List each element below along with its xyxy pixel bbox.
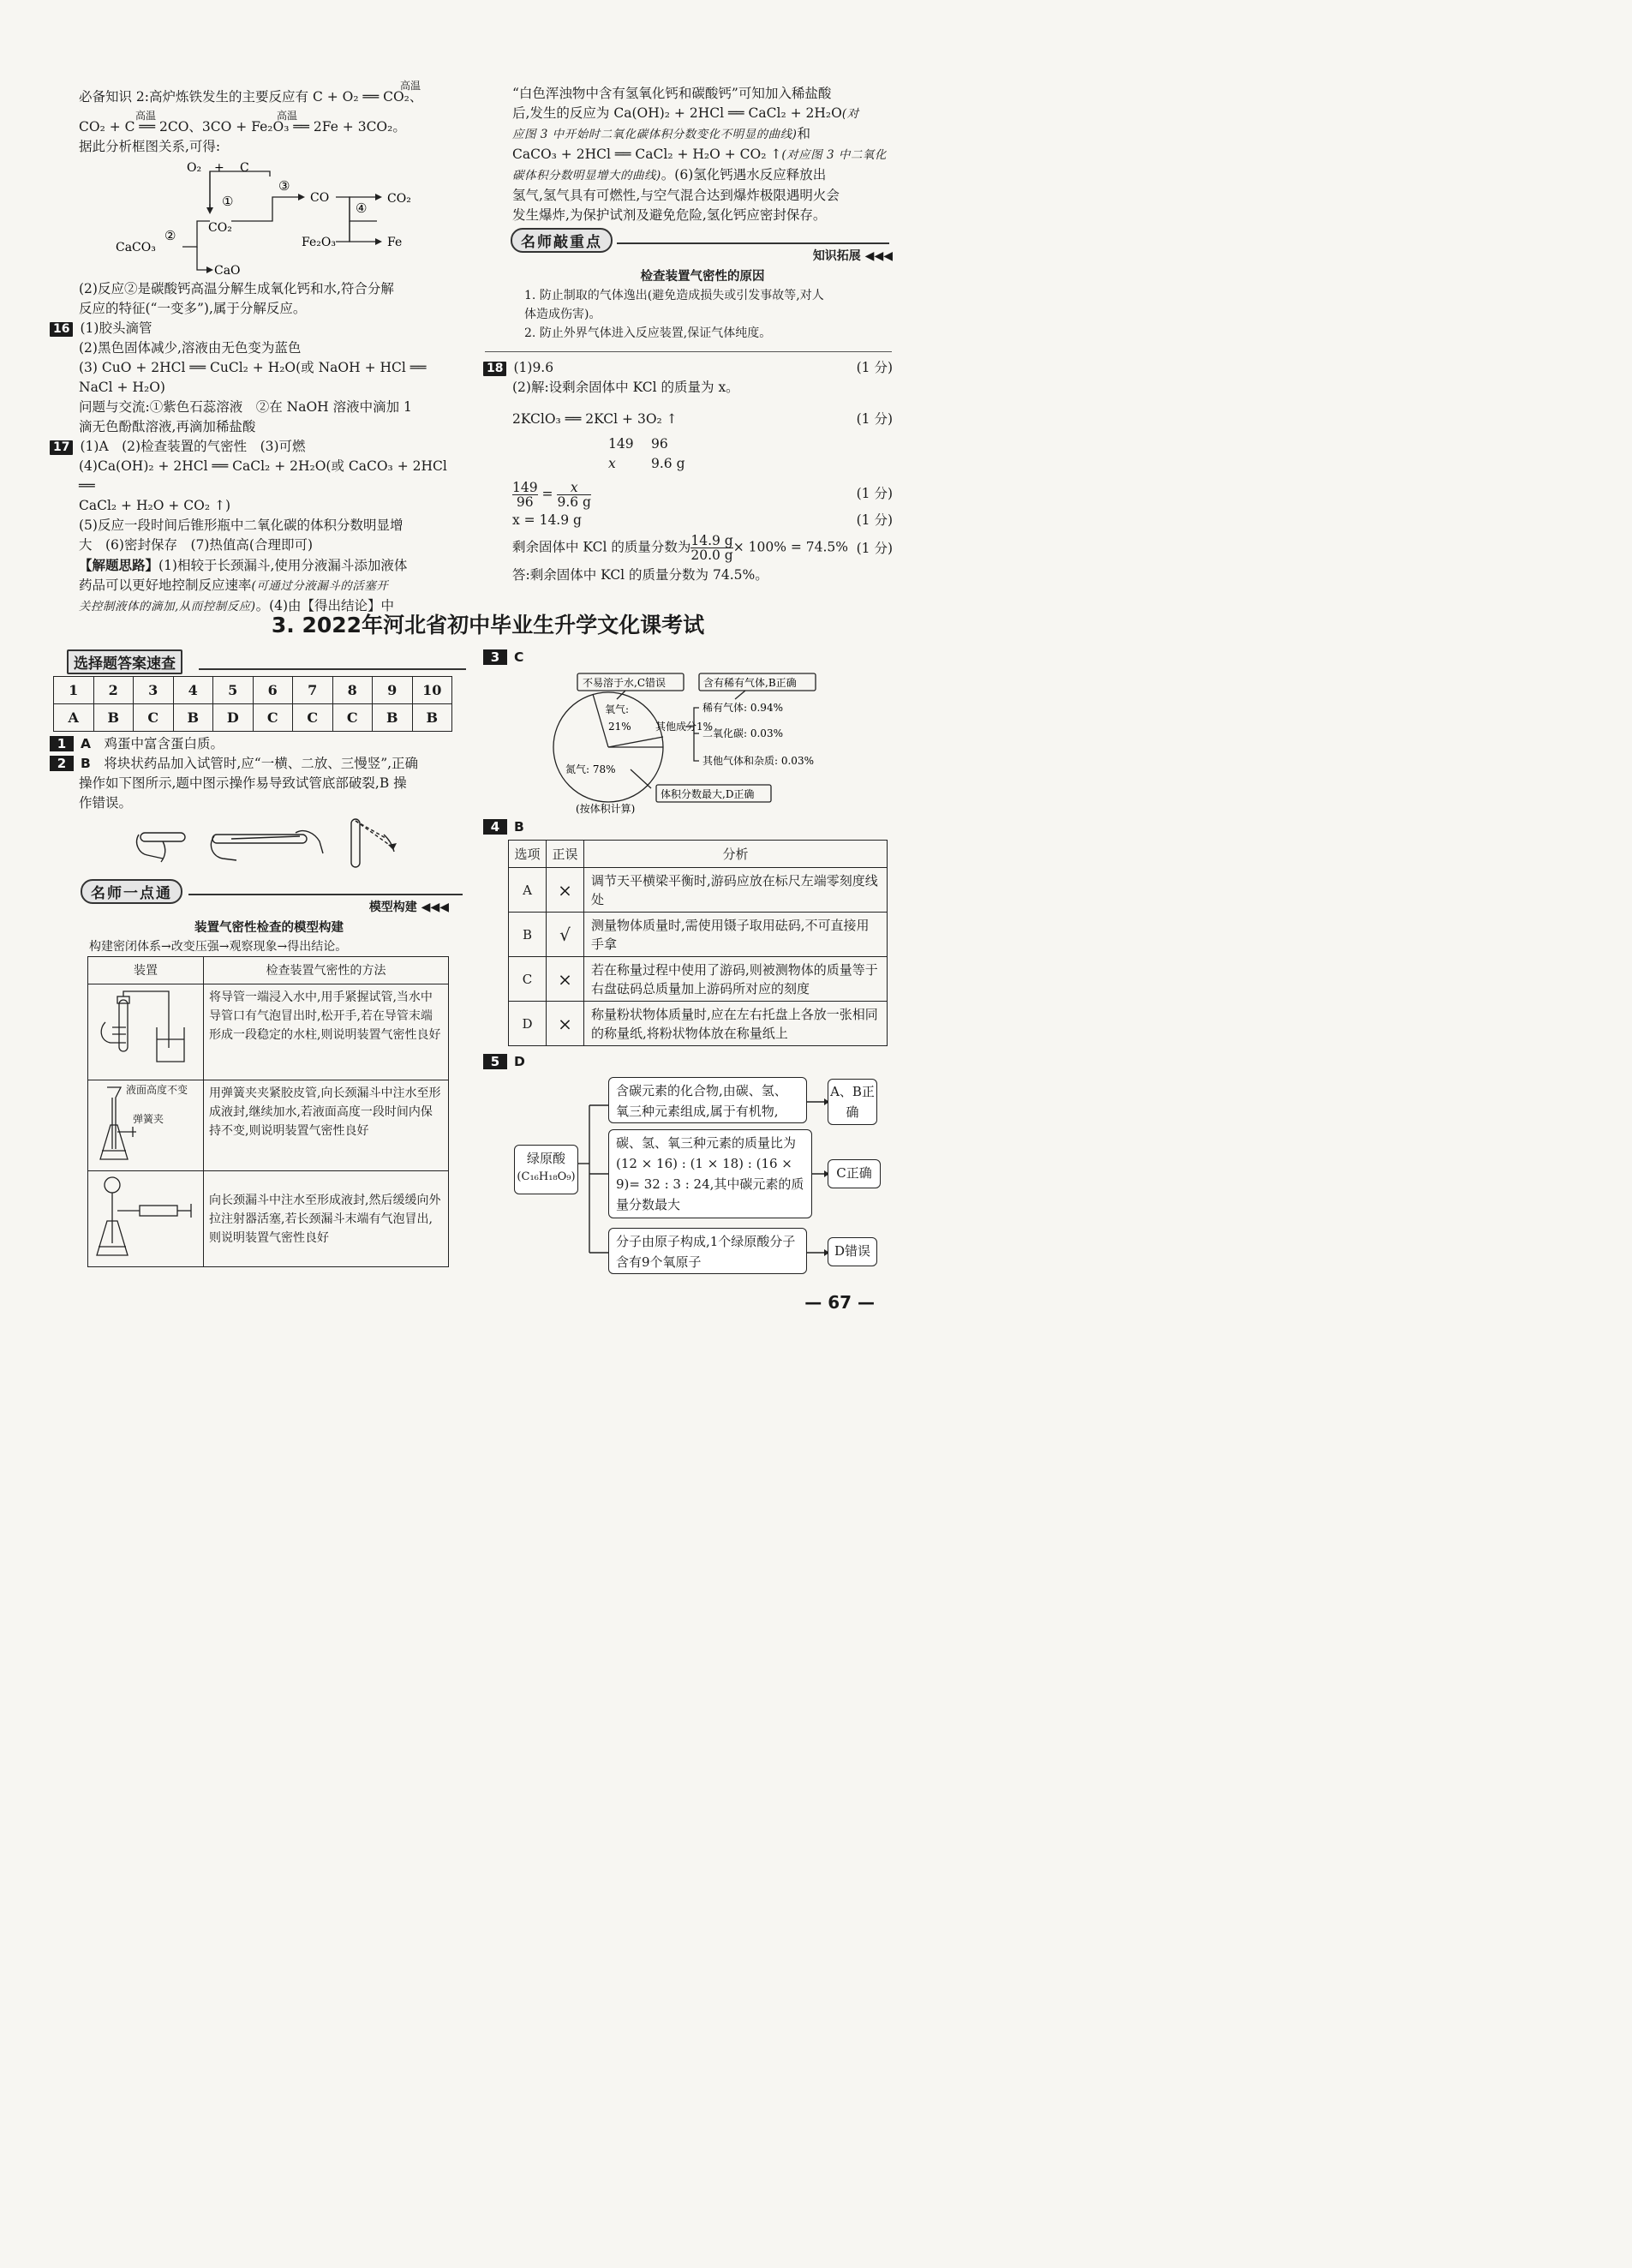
rt-l2: 后,发生的反应为 Ca(OH)₂ + 2HCl ══ CaCl₂ + 2H₂O <box>512 105 842 121</box>
q18-final: 答:剩余固体中 KCl 的质量分数为 74.5%。 <box>512 567 768 583</box>
answer-number-cell: 2 <box>93 677 134 704</box>
answer-number-cell: 1 <box>54 677 94 704</box>
q18-score-5: (1 分) <box>856 541 893 556</box>
q4-answer: B <box>514 819 524 835</box>
t4-row <box>509 1002 888 1046</box>
q3-pie-other: 其他成分1% <box>655 721 714 733</box>
q5-conclusion-2: C正确 <box>828 1159 881 1188</box>
q5-conclusion-1: A、B正确 <box>828 1079 877 1125</box>
answer-letter-cell: B <box>412 704 452 732</box>
q5-conclusion-3: D错误 <box>828 1237 877 1266</box>
answer-number-cell: 4 <box>173 677 213 704</box>
answer-letter-cell: A <box>54 704 94 732</box>
reaction-flow-diagram <box>111 154 454 281</box>
answer-number-cell: 5 <box>213 677 254 704</box>
knowledge-line-3: 据此分析框图关系,可得: <box>79 139 221 154</box>
air-composition-pie-chart <box>548 668 857 816</box>
t4-option: B <box>509 913 547 957</box>
answer-letter-row <box>54 704 452 732</box>
answer-quick-table <box>53 676 452 732</box>
q18-frac-den1: 96 <box>516 494 534 510</box>
q5-root-box <box>514 1145 578 1194</box>
reaction2-line-1: (2)反应②是碳酸钙高温分解生成氧化钙和水,符合分解 <box>79 281 394 296</box>
q18-a2: (2)解:设剩余固体中 KCl 的质量为 x。 <box>512 380 739 395</box>
q5-head <box>483 1052 525 1072</box>
rt-l6: 氢气,氢气具有可燃性,与空气混合达到爆炸极限遇明火会 <box>512 188 840 203</box>
t4-head-correct: 正误 <box>547 841 584 868</box>
t5-label-clamp: 弹簧夹 <box>133 1113 164 1125</box>
quick-tag: 选择题答案速查 <box>67 649 182 674</box>
q18-score-1: (1 分) <box>856 360 893 375</box>
dg-caco3: CaCO₃ <box>116 241 156 254</box>
t5-device-3 <box>88 1171 204 1267</box>
q16-a5: 问题与交流:①紫色石蕊溶液 ②在 NaOH 溶液中滴加 1 <box>79 399 412 415</box>
t5-head-method: 检查装置气密性的方法 <box>204 957 449 984</box>
q16-a3: (3) CuO + 2HCl ══ CuCl₂ + H₂O(或 NaOH + HCl ══ <box>79 360 427 375</box>
cond-high-temp-1: 高温 <box>400 80 421 92</box>
q16-number: 16 <box>50 322 73 337</box>
t5-device-1 <box>88 984 204 1080</box>
cond-high-temp-2: 高温 <box>135 110 157 122</box>
tip1-item2: 2. 防止外界气体进入反应装置,保证气体纯度。 <box>524 326 772 340</box>
t4-analysis: 测量物体质量时,需使用镊子取用砝码,不可直接用手拿 <box>584 913 888 957</box>
q2-text3: 作错误。 <box>79 795 133 811</box>
t4-mark: × <box>547 957 584 1002</box>
q3-other-gas: 其他气体和杂质: 0.03% <box>702 755 814 767</box>
q16-a6: 滴无色酚酞溶液,再滴加稀盐酸 <box>79 419 256 434</box>
rt-l7: 发生爆炸,为保护试剂及避免危险,氢化钙应密封保存。 <box>512 207 827 223</box>
q18-score-4: (1 分) <box>856 512 893 528</box>
q5-answer: D <box>514 1054 525 1069</box>
t4-mark: × <box>547 1002 584 1046</box>
rt-l2-italic: (对 <box>841 107 859 121</box>
q16-a4: NaCl + H₂O) <box>79 380 165 395</box>
q3-pie-n2: 氮气: 78% <box>565 763 616 775</box>
q2-text1: 将块状药品加入试管时,应“一横、二放、三慢竖”,正确 <box>104 756 419 771</box>
answer-letter-cell: C <box>134 704 174 732</box>
q18-pct-den: 20.0 g <box>690 548 733 563</box>
tip2-rule <box>188 894 463 895</box>
dg-o2: O₂ <box>187 161 202 175</box>
q3-box-solubility: 不易溶于水,C错误 <box>583 677 666 689</box>
tip1-rule <box>617 242 889 244</box>
q18-ratio-149: 149 <box>608 436 634 452</box>
dg-co: CO <box>310 191 330 205</box>
q5-number: 5 <box>483 1054 507 1069</box>
t4-option: A <box>509 868 547 913</box>
answer-letter-cell: C <box>293 704 333 732</box>
q1-answer: A <box>81 736 91 751</box>
q1-q2-block <box>57 734 466 813</box>
dg-co2-right: CO₂ <box>387 192 411 206</box>
q18-ratio-mass: 9.6 g <box>651 456 685 471</box>
q17-a4: (5)反应一段时间后锥形瓶中二氧化碳的体积分数明显增 <box>79 518 404 533</box>
q18-a1: (1)9.6 <box>513 360 554 375</box>
answer-number-cell: 8 <box>332 677 373 704</box>
q16-a2: (2)黑色固体减少,溶液由无色变为蓝色 <box>79 340 302 356</box>
q3-pie-o2-label: 氧气: <box>605 703 630 715</box>
q18-pct-num: 14.9 g <box>690 533 733 548</box>
exam-title: 3. 2022年河北省初中毕业生升学文化课考试 <box>271 613 705 637</box>
knowledge-line-1: 必备知识 2:高炉炼铁发生的主要反应有 C + O₂ ══ CO₂、 <box>79 89 423 105</box>
t4-analysis: 称量粉状物体质量时,应在左右托盘上各放一张相同的称量纸,将粉状物体放在称量纸上 <box>584 1002 888 1046</box>
rt-l5: 。(6)氢化钙遇水反应释放出 <box>661 167 827 183</box>
q17-a6: (1)相较于长颈漏斗,使用分液漏斗添加液体 <box>158 558 408 573</box>
quick-tag-wrap <box>67 649 182 674</box>
q5-root-name: 绿原酸 <box>526 1151 565 1166</box>
rt-l4-italic: (对应图 3 中二氧化 <box>781 148 887 162</box>
q18-pct-post: × 100% = 74.5% <box>732 539 849 555</box>
q4-number: 4 <box>483 819 507 835</box>
left-top-block <box>79 87 466 157</box>
q18-frac-num1: 149 <box>512 480 538 495</box>
dg-cao: CaO <box>214 264 241 278</box>
q17-a1: (1)A (2)检查装置的气密性 (3)可燃 <box>80 439 306 454</box>
q17-analysis-head: 【解题思路】 <box>79 557 159 573</box>
q3-head <box>483 648 523 667</box>
q2-number: 2 <box>50 756 74 771</box>
airtightness-method-table <box>87 956 449 1267</box>
test-tube-operation-illustration <box>129 814 411 874</box>
q16-a1: (1)胶头滴管 <box>80 320 152 336</box>
t4-analysis: 若在称量过程中使用了游码,则被测物体的质量等于右盘砝码总质量加上游码所对应的刻度 <box>584 957 888 1002</box>
answer-letter-cell: C <box>332 704 373 732</box>
t4-body <box>509 868 888 1046</box>
reaction2-line-2: 反应的特征(“一变多”),属于分解反应。 <box>79 301 307 316</box>
q5-branch-1: 含碳元素的化合物,由碳、氢、氧三种元素组成,属于有机物, <box>608 1077 807 1123</box>
tip1-sub: 知识拓展 ◀◀◀ <box>812 249 893 263</box>
answer-number-cell: 3 <box>134 677 174 704</box>
dg-c: C <box>240 161 249 175</box>
q17-a7-italic: (可通过分液漏斗的活塞开 <box>251 579 389 593</box>
rt-l5-italic: 碳体积分数明显增大的曲线) <box>512 169 661 183</box>
dg-fe: Fe <box>387 236 403 249</box>
tip1-block <box>512 247 893 343</box>
tip2-heading: 装置气密性检查的模型构建 <box>194 920 344 935</box>
q18-score-3: (1 分) <box>856 486 893 501</box>
dg-step1: ① <box>222 194 234 209</box>
q18-x-result: x = 14.9 g <box>512 512 582 528</box>
answer-number-cell: 10 <box>412 677 452 704</box>
tip1-heading: 检查装置气密性的原因 <box>640 269 765 284</box>
q18-ratio-96: 96 <box>651 436 668 452</box>
t4-row <box>509 868 888 913</box>
tip1-tag: 名师敲重点 <box>511 228 613 253</box>
t5-device-2 <box>88 1080 204 1171</box>
answer-number-cell: 9 <box>373 677 413 704</box>
q3-answer: C <box>514 649 524 665</box>
answer-number-cell: 7 <box>293 677 333 704</box>
q3-co2: 二氧化碳: 0.03% <box>702 727 783 739</box>
dg-step2: ② <box>164 228 176 243</box>
dg-co2-mid: CO₂ <box>208 221 232 235</box>
answer-number-cell: 6 <box>253 677 293 704</box>
q18-equation: 2KClO₃ ══ 2KCl + 3O₂ ↑ <box>512 411 678 427</box>
rt-l4: CaCO₃ + 2HCl ══ CaCl₂ + H₂O + CO₂ ↑ <box>512 147 782 162</box>
dg-plus: + <box>214 161 224 175</box>
q3-rare-gas: 稀有气体: 0.94% <box>702 702 783 714</box>
dg-step4: ④ <box>356 200 368 216</box>
t4-mark: × <box>547 868 584 913</box>
right-top-block <box>512 84 893 225</box>
q17-a5: 大 (6)密封保存 (7)热值高(合理即可) <box>79 537 314 553</box>
t4-head-analysis: 分析 <box>584 841 888 868</box>
funnel-syringe-apparatus <box>88 1171 200 1260</box>
answer-letter-cell: B <box>173 704 213 732</box>
q5-branch-2: 碳、氢、氧三种元素的质量比为(12 × 16) : (1 × 18) : (16 × 9)= 32 : 3 : 24,其中碳元素的质量分数最大 <box>608 1129 812 1218</box>
q18-score-2: (1 分) <box>856 411 893 427</box>
t4-head-option: 选项 <box>509 841 547 868</box>
dg-fe2o3: Fe₂O₃ <box>302 236 336 249</box>
quick-rule <box>199 668 466 670</box>
t4-row <box>509 957 888 1002</box>
answer-letter-cell: D <box>213 704 254 732</box>
tip2-tag: 名师一点通 <box>81 879 182 904</box>
tip2-flow: 构建密闭体系→改变压强→观察现象→得出结论。 <box>89 940 348 954</box>
q17-a8-italic: 关控制液体的滴加,从而控制反应) <box>79 600 256 613</box>
tip1-bottom-rule <box>485 351 892 352</box>
q3-pie-o2-value: 21% <box>608 721 631 733</box>
t4-mark: √ <box>547 913 584 957</box>
q3-number: 3 <box>483 649 507 665</box>
q1-text: 鸡蛋中富含蛋白质。 <box>104 736 224 751</box>
q3-box-noble: 含有稀有气体,B正确 <box>703 677 797 689</box>
tip1-item1b: 体造成伤害)。 <box>524 308 601 321</box>
t5-label-level: 液面高度不变 <box>126 1084 188 1096</box>
q17-number: 17 <box>50 440 73 455</box>
q5-root-formula: (C₁₆H₁₈O₉) <box>517 1170 576 1183</box>
t5-method-1: 将导管一端浸入水中,用手紧握试管,当水中导管口有气泡冒出时,松开手,若在导管末端形成一段稳定的水柱,则说明装置气密性良好 <box>204 984 449 1080</box>
q18-frac-eq: = <box>541 486 553 502</box>
knowledge-line-2: CO₂ + C ══ 2CO、3CO + Fe₂O₃ ══ 2Fe + 3CO₂。 <box>79 119 406 135</box>
tip2-head <box>89 898 449 956</box>
balance-analysis-table <box>508 840 888 1046</box>
q17-a2: (4)Ca(OH)₂ + 2HCl ══ CaCl₂ + 2H₂O(或 CaCO₃ + 2HCl ══ <box>79 458 447 494</box>
rt-l3: 和 <box>797 126 810 141</box>
answer-number-row <box>54 677 452 704</box>
q18-pct-pre: 剩余固体中 KCl 的质量分数为 <box>512 539 691 555</box>
tip2-sub: 模型构建 ◀◀◀ <box>368 901 449 914</box>
q18-frac-den2: 9.6 g <box>557 494 591 510</box>
q18-number: 18 <box>483 362 506 376</box>
q18-ratio-x: x <box>608 456 616 471</box>
dg-step3: ③ <box>278 178 290 194</box>
answer-letter-cell: B <box>93 704 134 732</box>
page-number: — 67 — <box>804 1292 875 1313</box>
t5-head-device: 装置 <box>88 957 204 984</box>
t4-analysis: 调节天平横梁平衡时,游码应放在标尺左端零刻度线处 <box>584 868 888 913</box>
q17-a3: CaCl₂ + H₂O + CO₂ ↑) <box>79 498 230 513</box>
q4-head <box>483 817 524 837</box>
q3-caption: (按体积计算) <box>576 803 636 815</box>
t5-method-3: 向长颈漏斗中注水至形成液封,然后缓缓向外拉注射器活塞,若长颈漏斗末端有气泡冒出,则说明装置气密性良好 <box>204 1171 449 1267</box>
rt-l3-italic: 应图 3 中开始时二氧化碳体积分数变化不明显的曲线) <box>512 128 798 141</box>
cond-high-temp-3: 高温 <box>277 110 298 122</box>
q1-number: 1 <box>50 736 74 751</box>
t4-option: C <box>509 957 547 1002</box>
q18-frac-num2: x <box>557 481 591 495</box>
t5-method-2: 用弹簧夹夹紧胶皮管,向长颈漏斗中注水至形成液封,继续加水,若液面高度一段时间内保持不变,则说明装置气密性良好 <box>204 1080 449 1171</box>
q17-a8: 。(4)由【得出结论】中 <box>255 598 395 613</box>
hand-grip-tube-apparatus <box>88 984 200 1074</box>
q2-answer: B <box>81 756 91 771</box>
t4-row <box>509 913 888 957</box>
rt-l1: “白色浑浊物中含有氢氧化钙和碳酸钙”可知加入稀盐酸 <box>512 86 832 101</box>
answer-letter-cell: C <box>253 704 293 732</box>
left-mid-block <box>53 279 466 617</box>
q2-text2: 操作如下图所示,题中图示操作易导致试管底部破裂,B 操 <box>79 775 407 791</box>
q5-branch-3: 分子由原子构成,1个绿原酸分子含有9个氧原子 <box>608 1228 807 1274</box>
q18-block <box>487 358 893 585</box>
t4-option: D <box>509 1002 547 1046</box>
q17-a7: 药品可以更好地控制反应速率 <box>79 577 252 593</box>
tip1-item1: 1. 防止制取的气体逸出(避免造成损失或引发事故等,对人 <box>524 289 824 302</box>
answer-letter-cell: B <box>373 704 413 732</box>
q3-box-max: 体积分数最大,D正确 <box>661 788 755 800</box>
